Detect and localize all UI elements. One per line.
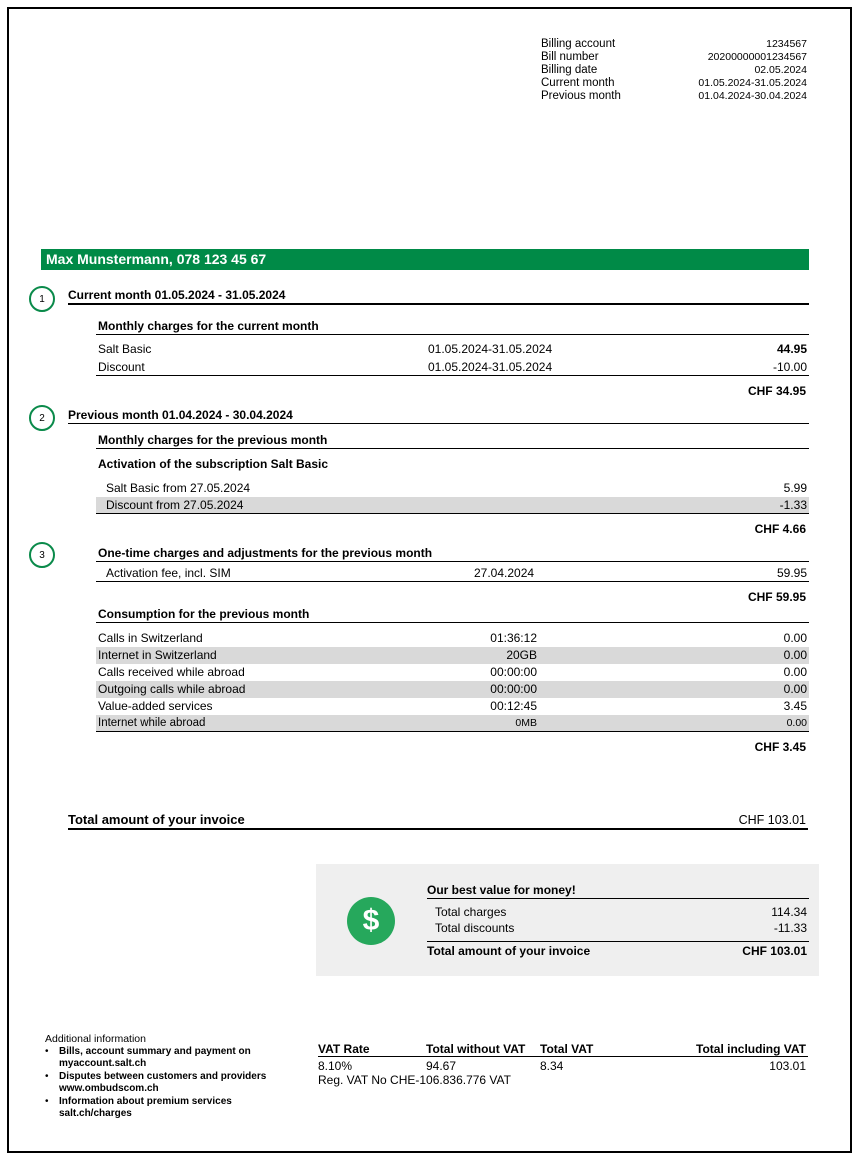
meta-row: Billing date 02.05.2024 — [541, 64, 807, 76]
meta-row: Previous month 01.04.2024-30.04.2024 — [541, 90, 807, 102]
list-item: • Disputes between customers and providers www.ombudscom.ch — [45, 1071, 305, 1096]
onetime-heading: One-time charges and adjustments for the previous month — [98, 546, 433, 560]
previous-month-heading: Previous month 01.04.2024 - 30.04.2024 — [68, 408, 293, 422]
divider — [68, 423, 809, 424]
divider — [96, 375, 809, 376]
section-total: CHF 3.45 — [754, 740, 806, 754]
consumption-heading: Consumption for the previous month — [98, 607, 310, 621]
section-total: CHF 34.95 — [747, 384, 806, 398]
vat-row: 8.10% 94.67 8.34 103.01 — [318, 1059, 806, 1073]
dollar-icon: $ — [347, 897, 395, 945]
divider — [96, 448, 809, 449]
section-number-badge: 3 — [29, 542, 55, 568]
list-item: • Information about premium services salt.ch/charges — [45, 1096, 305, 1121]
divider — [96, 513, 809, 514]
additional-info — [45, 1033, 305, 1121]
table-row: Discount 01.05.2024-31.05.2024 -10.00 — [98, 360, 807, 374]
meta-row: Bill number 20200000001234567 — [541, 51, 807, 63]
table-row: Activation fee, incl. SIM 27.04.2024 59.95 — [106, 566, 807, 580]
activation-subheading: Activation of the subscription Salt Basic — [98, 457, 329, 471]
invoice-total-value: CHF 103.01 — [738, 813, 806, 827]
vat-table — [318, 1042, 808, 1087]
vat-reg-number: Reg. VAT No CHE-106.836.776 VAT — [318, 1073, 511, 1087]
table-row: Value-added services 00:12:45 3.45 — [98, 699, 807, 713]
best-value-box — [316, 864, 819, 976]
table-row: Internet in Switzerland 20GB 0.00 — [98, 648, 807, 662]
invoice-page — [7, 7, 852, 1153]
best-value-heading: Our best value for money! — [427, 883, 809, 899]
link[interactable]: myaccount.salt.ch — [59, 1058, 147, 1069]
previous-charges-subheading: Monthly charges for the previous month — [98, 433, 328, 447]
section-total: CHF 59.95 — [747, 590, 806, 604]
invoice-total-label: Total amount of your invoice — [68, 812, 245, 827]
customer-bar: Max Munstermann, 078 123 45 67 — [41, 249, 809, 270]
table-row: Calls in Switzerland 01:36:12 0.00 — [98, 631, 807, 645]
meta-row: Billing account 1234567 — [541, 38, 807, 50]
additional-info-title: Additional information — [45, 1033, 146, 1045]
billing-meta — [541, 38, 807, 103]
divider — [96, 581, 809, 582]
divider — [96, 334, 809, 335]
current-charges-subheading: Monthly charges for the current month — [98, 319, 319, 333]
current-month-heading: Current month 01.05.2024 - 31.05.2024 — [68, 288, 809, 305]
best-value-row: Total discounts -11.33 — [435, 921, 807, 935]
table-row: Outgoing calls while abroad 00:00:00 0.00 — [98, 682, 807, 696]
best-value-total: Total amount of your invoice CHF 103.01 — [427, 941, 809, 958]
divider — [96, 561, 809, 562]
section-number-badge: 1 — [29, 286, 55, 312]
divider — [96, 731, 809, 732]
section-number-badge: 2 — [29, 405, 55, 431]
table-row: Discount from 27.05.2024 -1.33 — [96, 497, 809, 514]
section-total: CHF 4.66 — [754, 522, 806, 536]
meta-row: Current month 01.05.2024-31.05.2024 — [541, 77, 807, 89]
divider — [96, 622, 809, 623]
link[interactable]: salt.ch/charges — [59, 1108, 132, 1119]
invoice-total-row — [68, 812, 808, 830]
vat-header-row: VAT Rate Total without VAT Total VAT Total including VAT — [318, 1042, 806, 1056]
list-item: • Bills, account summary and payment on myaccount.salt.ch — [45, 1046, 305, 1071]
table-row: Internet while abroad 0MB 0.00 — [96, 715, 809, 732]
table-row: Salt Basic from 27.05.2024 5.99 — [106, 481, 807, 495]
table-row: Salt Basic 01.05.2024-31.05.2024 44.95 — [98, 342, 807, 356]
link[interactable]: www.ombudscom.ch — [59, 1083, 159, 1094]
table-row: Calls received while abroad 00:00:00 0.00 — [98, 665, 807, 679]
best-value-row: Total charges 114.34 — [435, 905, 807, 919]
